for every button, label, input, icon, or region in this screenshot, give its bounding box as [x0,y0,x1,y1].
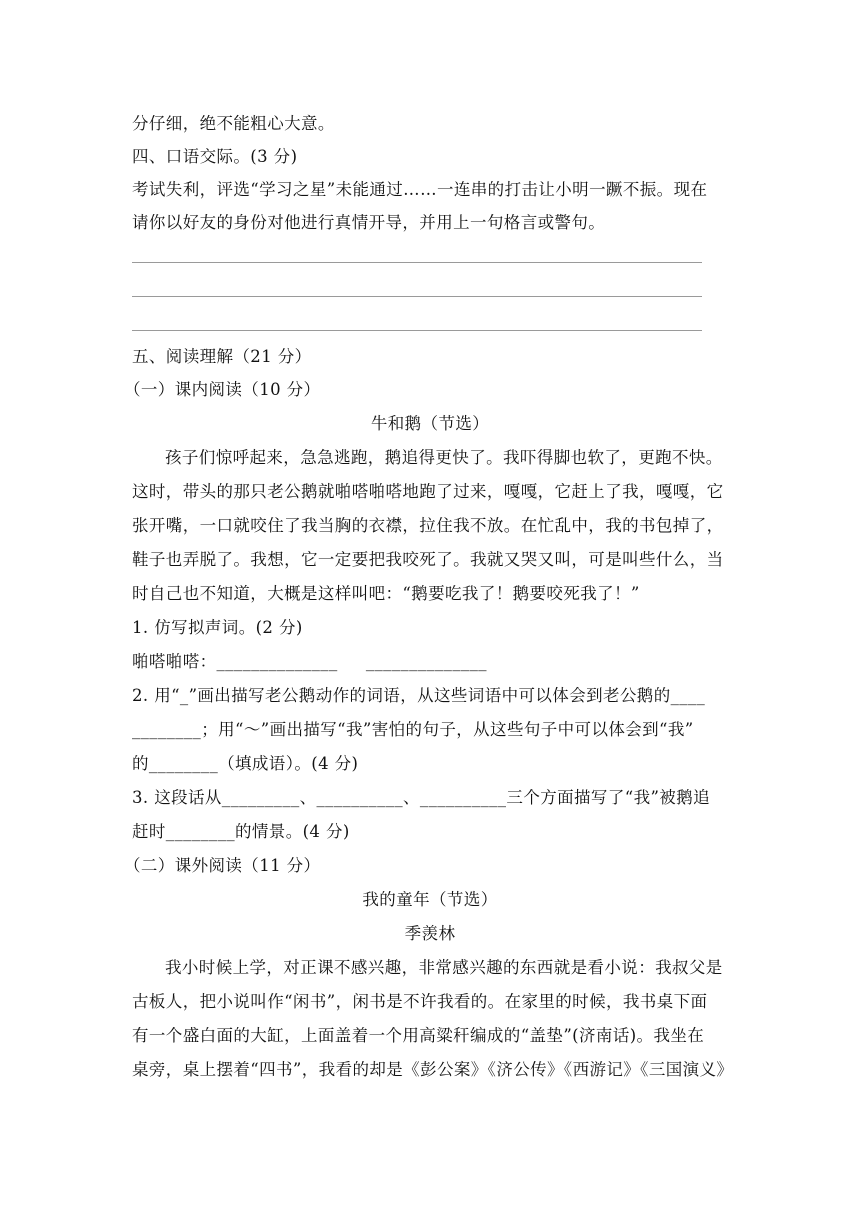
subsection-heading: （二）课外阅读（11 分） [124,856,321,875]
answer-rule [132,330,702,331]
section-four-heading: 四、口语交际。(3 分) [132,147,298,166]
answer-blank-line: 啪嗒啪嗒：______________ ______________ [132,652,487,671]
answer-rule [132,296,702,297]
passage-line: 我小时候上学，对正课不感兴趣，非常感兴趣的东西就是看小说：我叔父是 [165,958,723,977]
passage-line: 孩子们惊呼起来，急急逃跑，鹅追得更快了。我吓得脚也软了，更跑不快。 [165,448,723,467]
passage-author: 季羡林 [404,924,456,943]
passage-line: 有一个盛白面的大缸，上面盖着一个用高粱秆编成的“盖垫”(济南话)。我坐在 [132,1026,705,1045]
subsection-heading: （一）课内阅读（10 分） [124,380,321,399]
question-line: 1. 仿写拟声词。(2 分) [132,618,303,637]
answer-rule [132,262,702,263]
passage-title: 牛和鹅（节选） [370,414,490,433]
oral-prompt-line: 请你以好友的身份对他进行真情开导，并用上一句格言或警句。 [132,213,606,232]
passage-line: 这时，带头的那只老公鹅就啪嗒啪嗒地跑了过来，嘎嘎，它赶上了我，嘎嘎，它 [132,482,724,501]
text-line: 分仔细，绝不能粗心大意。 [132,114,335,133]
question-line: ________；用“～”画出描写“我”害怕的句子，从这些句子中可以体会到“我” [132,720,694,739]
question-line: 的________（填成语）。(4 分) [132,754,359,773]
section-five-heading: 五、阅读理解（21 分） [132,347,312,366]
passage-line: 桌旁，桌上摆着“四书”，我看的却是《彭公案》《济公传》《西游记》《三国演义》 [132,1060,734,1079]
passage-line: 古板人，把小说叫作“闲书”，闲书是不许我看的。在家里的时候，我书桌下面 [132,992,708,1011]
question-line: 2. 用“_”画出描写老公鹅动作的词语，从这些词语中可以体会到老公鹅的____ [132,686,706,705]
passage-title: 我的童年（节选） [362,890,498,909]
passage-line: 时自己也不知道，大概是这样叫吧：“鹅要吃我了！鹅要咬死我了！” [132,584,640,603]
question-line: 3. 这段话从_________、__________、__________三个方面描写了“我”被鹅追 [132,788,711,807]
question-line: 赶时________的情景。(4 分) [132,822,350,841]
passage-line: 张开嘴，一口就咬住了我当胸的衣襟，拉住我不放。在忙乱中，我的书包掉了， [132,516,724,535]
oral-prompt-line: 考试失利，评选“学习之星”未能通过……一连串的打击让小明一蹶不振。现在 [132,180,708,199]
passage-line: 鞋子也弄脱了。我想，它一定要把我咬死了。我就又哭又叫，可是叫些什么，当 [132,550,724,569]
